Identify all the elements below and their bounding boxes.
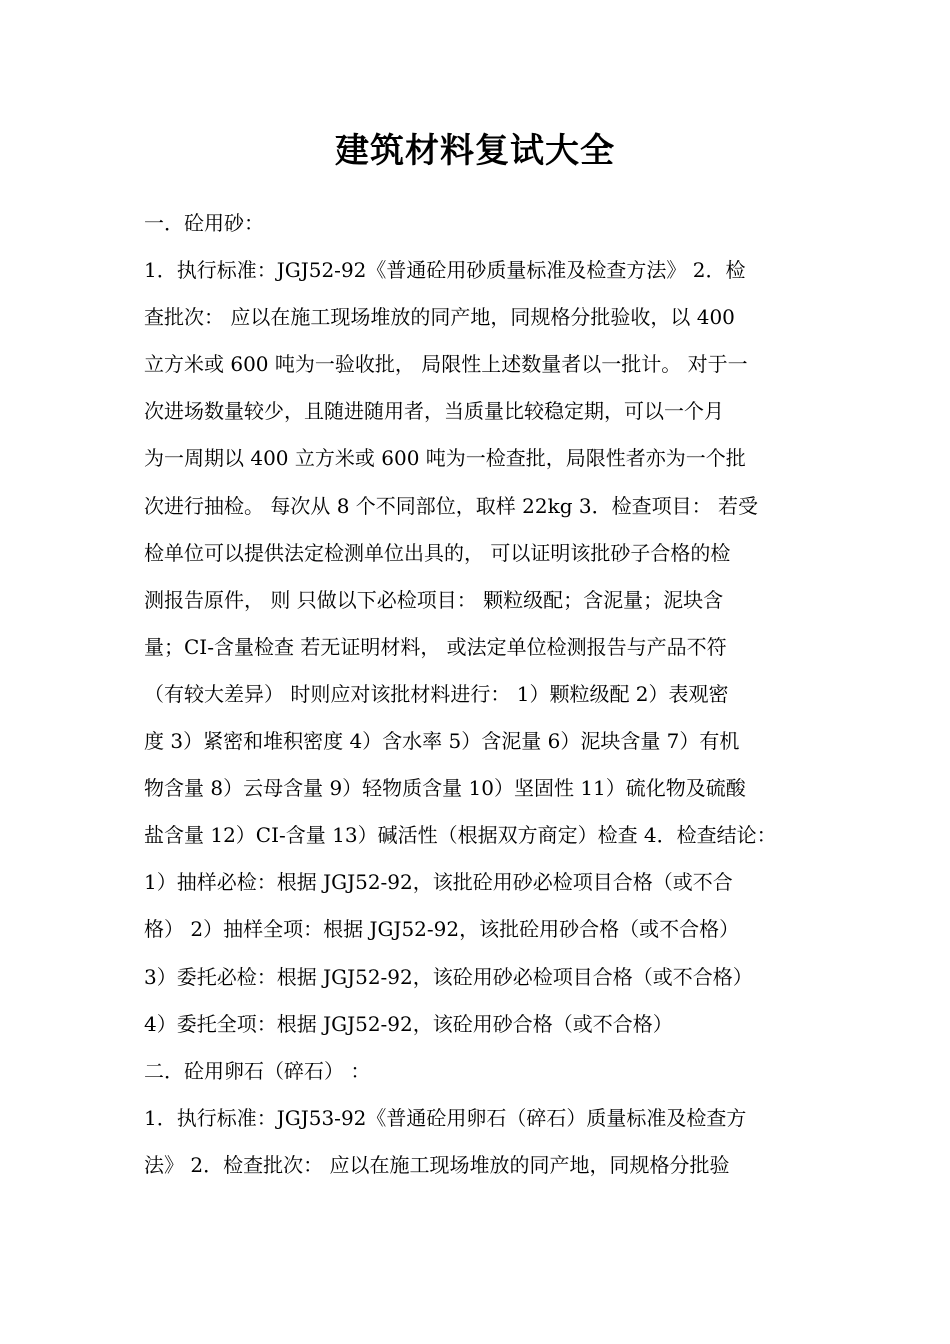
text-line: 查批次： 应以在施工现场堆放的同产地，同规格分批验收，以 400 [144,305,735,330]
text-line: 次进行抽检。 每次从 8 个不同部位，取样 22kg 3．检查项目： 若受 [144,493,758,518]
text-line: 4）委托全项：根据 JGJ52-92，该砼用砂合格（或不合格） [144,1011,673,1036]
text-line: 物含量 8）云母含量 9）轻物质含量 10）坚固性 11）硫化物及硫酸 [144,776,746,801]
text-line: （有较大差异） 时则应对该批材料进行： 1）颗粒级配 2）表观密 [144,681,729,706]
text-line: 一．砼用砂： [144,211,264,235]
text-line: 次进场数量较少，且随进随用者，当质量比较稳定期，可以一个月 [144,399,724,424]
text-line: 量；CI-含量检查 若无证明材料， 或法定单位检测报告与产品不符 [144,634,727,659]
text-line: 测报告原件， 则 只做以下必检项目： 颗粒级配；含泥量；泥块含 [144,587,724,612]
text-line: 为一周期以 400 立方米或 600 吨为一检查批，局限性者亦为一个批 [144,446,746,471]
text-line: 度 3）紧密和堆积密度 4）含水率 5）含泥量 6）泥块含量 7）有机 [144,729,740,754]
text-line: 1）抽样必检：根据 JGJ52-92，该批砼用砂必检项目合格（或不合 [144,870,733,895]
document-body [144,200,824,1189]
text-line: 立方米或 600 吨为一验收批， 局限性上述数量者以一批计。 对于一 [144,352,748,377]
document-title: 建筑材料复试大全 [335,131,615,171]
text-line: 盐含量 12）CI-含量 13）碱活性（根据双方商定）检查 4．检查结论： [144,823,777,848]
text-line: 1．执行标准：JGJ52-92《普通砼用砂质量标准及检查方法》 2．检 [144,258,746,283]
text-line: 格） 2）抽样全项：根据 JGJ52-92，该批砼用砂合格（或不合格） [144,917,740,942]
text-line: 二．砼用卵石（碎石） ： [144,1058,371,1083]
text-line: 1．执行标准：JGJ53-92《普通砼用卵石（碎石）质量标准及检查方 [144,1105,747,1130]
text-line: 3）委托必检：根据 JGJ52-92，该砼用砂必检项目合格（或不合格） [144,964,753,989]
text-line: 法》 2．检查批次： 应以在施工现场堆放的同产地，同规格分批验 [144,1152,730,1177]
text-line: 检单位可以提供法定检测单位出具的， 可以证明该批砂子合格的检 [144,540,731,565]
